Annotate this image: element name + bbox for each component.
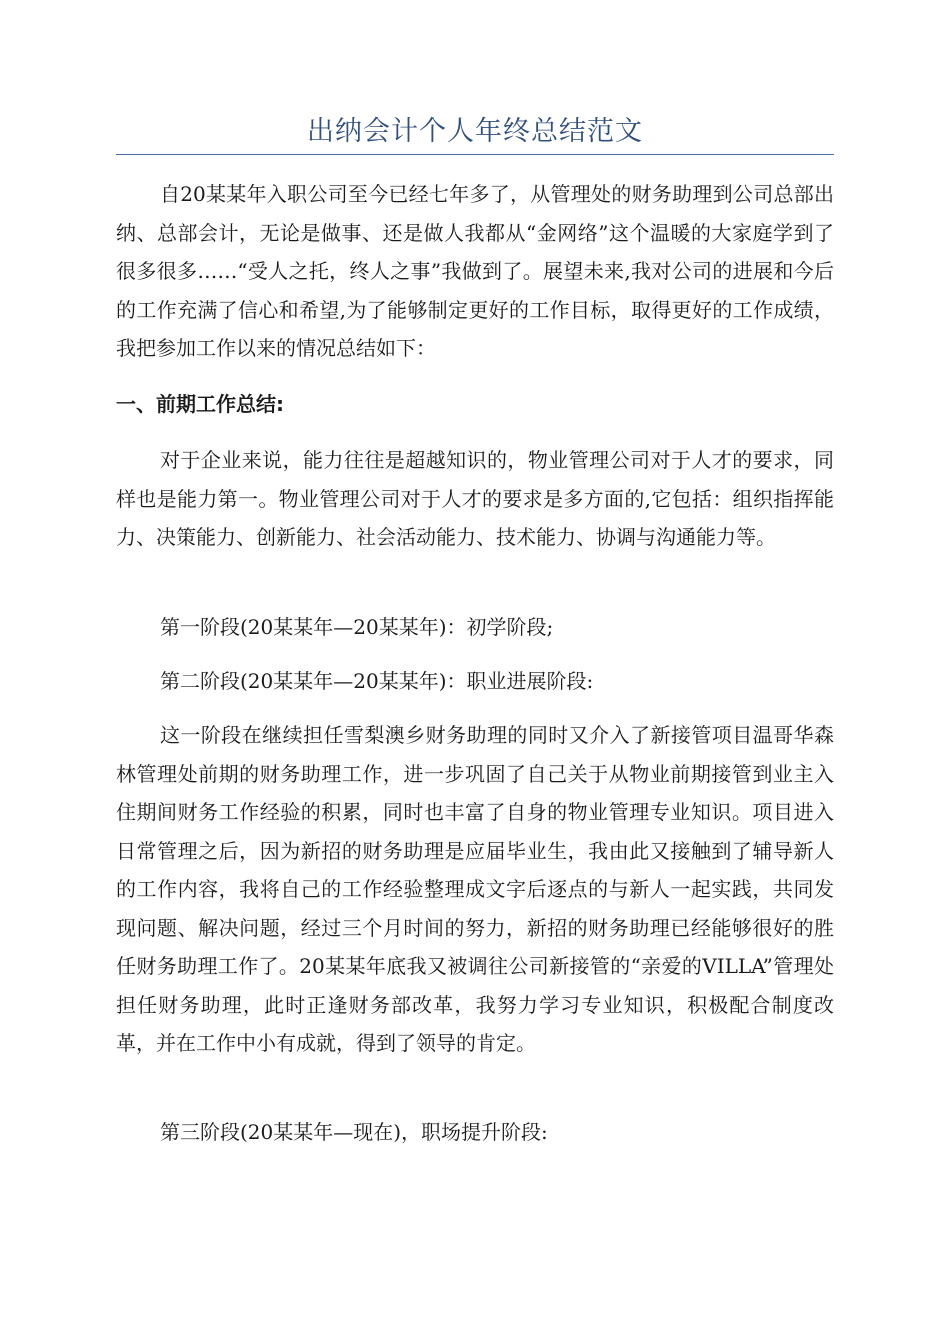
stage-two-line: 第二阶段(20某某年—20某某年)：职业进展阶段:: [160, 669, 594, 693]
ability-paragraph: 对于企业来说，能力往往是超越知识的，物业管理公司对于人才的要求，同样也是能力第一。物业管理公司对于人才的要求是多方面的,它包括：组织指挥能力、决策能力、创新能力、社会活动能力、技术能力、协调与沟通能力等。: [116, 448, 834, 549]
section-heading-early-work: 一、前期工作总结:: [116, 392, 284, 416]
stage-three-line: 第三阶段(20某某年—现在)，职场提升阶段:: [160, 1120, 548, 1144]
intro-paragraph: 自20某某年入职公司至今已经七年多了，从管理处的财务助理到公司总部出纳、总部会计，无论是做事、还是做人我都从“金网络”这个温暖的大家庭学到了很多很多……“受人之托，终人之事”我做到了。展望未来,我对公司的进展和今后的工作充满了信心和希望,为了能够制定更好的工作目标，取得更好的工作成绩，我把参加工作以来的情况总结如下：: [116, 182, 834, 360]
stage-two-detail-paragraph: 这一阶段在继续担任雪梨澳乡财务助理的同时又介入了新接管项目温哥华森林管理处前期的财务助理工作，进一步巩固了自己关于从物业前期接管到业主入住期间财务工作经验的积累，同时也丰富了自身的物业管理专业知识。项目进入日常管理之后，因为新招的财务助理是应届毕业生，我由此又接触到了辅导新人的工作内容，我将自己的工作经验整理成文字后逐点的与新人一起实践，共同发现问题、解决问题，经过三个月时间的努力，新招的财务助理已经能够很好的胜任财务助理工作了。20某某年底我又被调往公司新接管的“亲爱的VILLA”管理处担任财务助理，此时正逢财务部改革，我努力学习专业知识，积极配合制度改革，并在工作中小有成就，得到了领导的肯定。: [116, 723, 834, 1055]
document-title: 出纳会计个人年终总结范文: [307, 116, 643, 147]
title-underline: [116, 154, 834, 155]
stage-one-line: 第一阶段(20某某年—20某某年)：初学阶段;: [160, 615, 554, 639]
